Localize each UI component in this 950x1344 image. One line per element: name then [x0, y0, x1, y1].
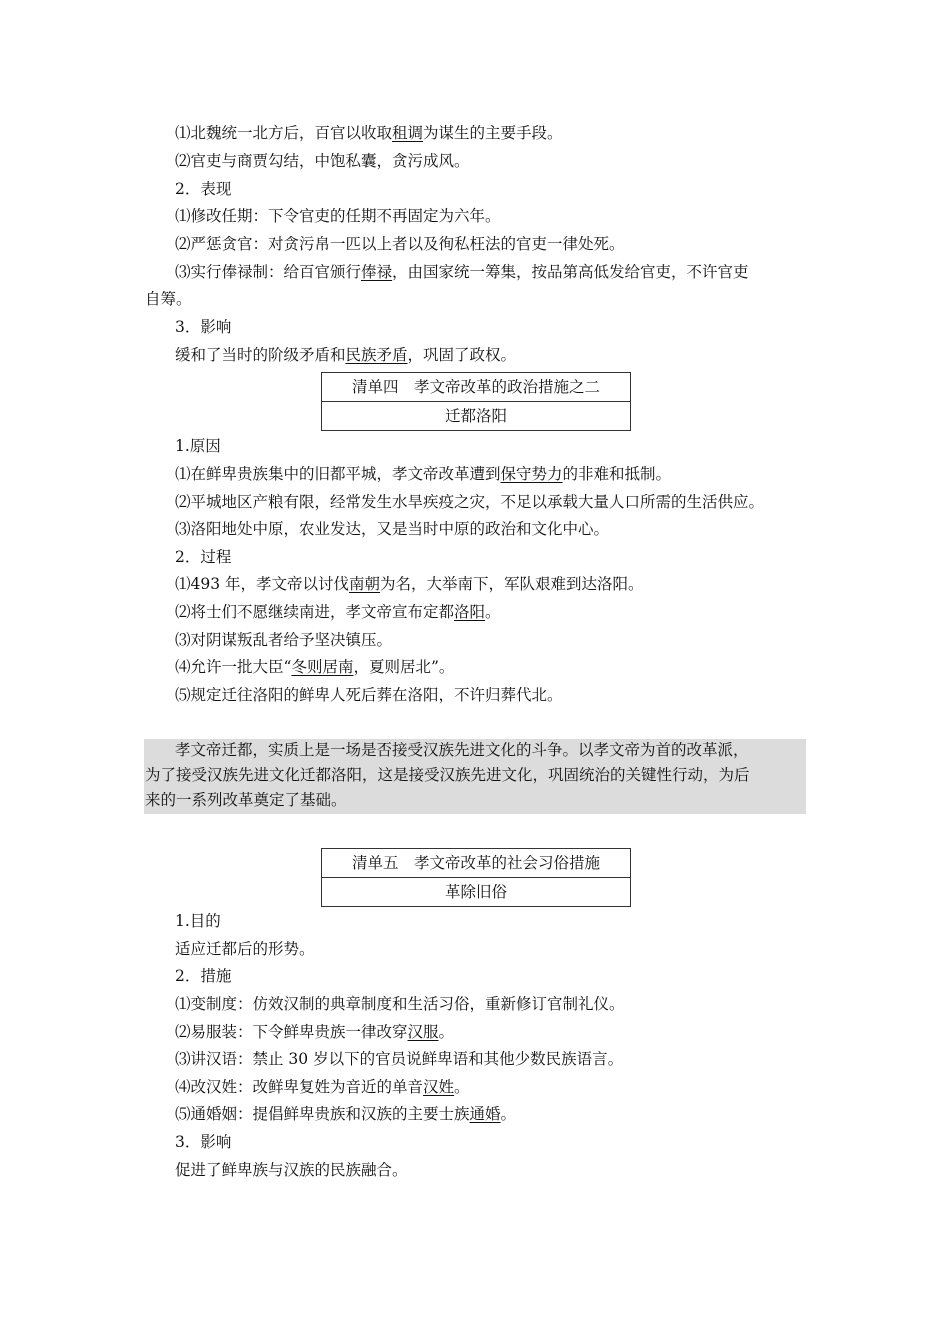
cause-line-1: ⑴在鲜卑贵族集中的旧都平城，孝文帝改革遭到保守势力的非难和抵制。: [175, 465, 672, 483]
note-line-2: 为了接受汉族先进文化迁都洛阳，这是接受汉族先进文化，巩固统治的关键性行动，为后: [145, 766, 750, 784]
highlight-note: [144, 739, 806, 814]
keyword-luoyang: 洛阳: [454, 603, 486, 621]
list-5-subtitle: 革除旧俗: [322, 877, 630, 906]
impact-line-2: 促进了鲜卑族与汉族的民族融合。: [175, 1161, 408, 1179]
keyword-dongzejunan: 冬则居南: [291, 658, 354, 676]
heading-cuoshi: 2．措施: [175, 967, 232, 985]
list-5-title: 清单五 孝文帝改革的社会习俗措施: [351, 854, 600, 872]
note-line-3: 来的一系列改革奠定了基础。: [145, 791, 347, 809]
custom-line-5: ⑸通婚姻：提倡鲜卑贵族和汉族的主要士族通婚。: [175, 1105, 517, 1123]
keyword-hanxing: 汉姓: [423, 1078, 455, 1096]
process-line-1: ⑴493 年，孝文帝以讨伐南朝为名，大举南下，军队艰难到达洛阳。: [175, 575, 644, 593]
list-4-title: 清单四 孝文帝改革的政治措施之二: [351, 378, 600, 396]
reason-line-1: ⑴北魏统一北方后，百官以收取租调为谋生的主要手段。: [175, 124, 563, 142]
keyword-zudiao: 租调: [392, 124, 424, 142]
list-4-box: [321, 372, 631, 431]
cause-line-2: ⑵平城地区产粮有限，经常发生水旱疾疫之灾，不足以承载大量人口所需的生活供应。: [175, 493, 765, 511]
list-5-box: [321, 848, 631, 907]
keyword-hanfu: 汉服: [407, 1023, 439, 1041]
list-4-subtitle: 迁都洛阳: [322, 401, 630, 430]
process-line-5: ⑸规定迁往洛阳的鲜卑人死后葬在洛阳，不许归葬代北。: [175, 686, 563, 704]
keyword-tonghun: 通婚: [469, 1105, 501, 1123]
heading-mudi: 1.目的: [175, 912, 221, 930]
keyword-fenglu: 俸禄: [361, 263, 393, 281]
measure-line-3-cont: 自筹。: [145, 290, 192, 308]
measure-line-3: ⑶实行俸禄制：给百官颁行俸禄，由国家统一筹集，按品第高低发给官吏，不许官吏: [175, 263, 749, 281]
heading-yuanyin: 1.原因: [175, 437, 221, 455]
custom-line-1: ⑴变制度：仿效汉制的典章制度和生活习俗，重新修订官制礼仪。: [175, 995, 625, 1013]
cause-line-3: ⑶洛阳地处中原，农业发达，又是当时中原的政治和文化中心。: [175, 520, 610, 538]
process-line-4: ⑷允许一批大臣“冬则居南，夏则居北”。: [175, 658, 455, 676]
keyword-minzumaodun: 民族矛盾: [345, 346, 408, 364]
keyword-nanchao: 南朝: [349, 575, 381, 593]
reason-line-2: ⑵官吏与商贾勾结，中饱私囊，贪污成风。: [175, 152, 470, 170]
impact-line-1: 缓和了当时的阶级矛盾和民族矛盾，巩固了政权。: [175, 346, 517, 364]
purpose-line-1: 适应迁都后的形势。: [175, 940, 315, 958]
custom-line-3: ⑶讲汉语：禁止 30 岁以下的官员说鲜卑语和其他少数民族语言。: [175, 1050, 624, 1068]
keyword-baoshoushili: 保守势力: [500, 465, 563, 483]
heading-yingxiang-2: 3．影响: [175, 1133, 232, 1151]
heading-biaoxian: 2．表现: [175, 180, 232, 198]
heading-guocheng: 2．过程: [175, 548, 232, 566]
process-line-2: ⑵将士们不愿继续南进，孝文帝宣布定都洛阳。: [175, 603, 501, 621]
custom-line-2: ⑵易服装：下令鲜卑贵族一律改穿汉服。: [175, 1023, 455, 1041]
measure-line-2: ⑵严惩贪官：对贪污帛一匹以上者以及徇私枉法的官吏一律处死。: [175, 235, 625, 253]
custom-line-4: ⑷改汉姓：改鲜卑复姓为音近的单音汉姓。: [175, 1078, 470, 1096]
process-line-3: ⑶对阴谋叛乱者给予坚决镇压。: [175, 631, 393, 649]
measure-line-1: ⑴修改任期：下令官吏的任期不再固定为六年。: [175, 207, 501, 225]
heading-yingxiang-1: 3．影响: [175, 318, 232, 336]
note-line-1: 孝文帝迁都，实质上是一场是否接受汉族先进文化的斗争。以孝文帝为首的改革派，: [175, 741, 749, 759]
